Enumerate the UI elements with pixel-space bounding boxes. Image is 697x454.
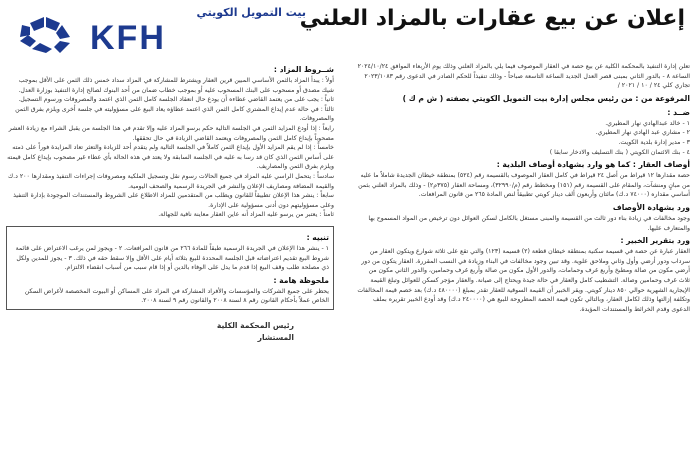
defendant-item: ٤ - بنك الائتمان الكويتي ( بنك التسليف والادخار سابقا ) xyxy=(549,148,690,156)
kfh-logo-icon xyxy=(10,15,80,55)
notice-text: ١ - ينشر هذا الإعلان في الجريدة الرسمية طبقاً للمادة ٢٦٦ من قانون المرافعات. ٢ - ويجوز لمن يرغب الاعتراض على قائمة شروط البيع تقديم اعتراضاته قبل الجلسة المحددة للبيع بثلاثة أيام على الأقل وإلا سقط حقه في ذلك. ٣ - يجوز للمدين ولكل ذي مصلحة طلب وقف البيع إذا قدم ما يدل على الوفاء بالدين أو إذا قام سبب من أسباب انقضاء الالتزام. xyxy=(15,244,329,272)
condition-item: ثامناً : يعتبر من يرسو عليه المزاد أنه عاين العقار معاينة نافية للجهالة. xyxy=(158,211,334,219)
condition-item: رابعاً : إذا أودع المزايد الثمن في الجلسة التالية حكم برسو المزاد عليه وإلا تقدم في هذا الجلسة من يقبل الشراء مع زيادة العشر مصحوباً بإيداع كامل الثمن والمصروفات ويعتمد القاضي الزيادة في حال تحققها. xyxy=(8,124,334,142)
signature-title: رئيس المحكمة الكلية xyxy=(216,320,294,330)
description-heading: أوصاف العقار : كما هو وارد بشهادة أوصاف البلدية : xyxy=(496,160,690,170)
condition-item: ثالثاً : في حالة عدم إيداع المشتري كامل الثمن الذي اعتمد عطاؤه يعاد البيع على مسؤوليته في جلسة أخرى ويلزم بفرق الثمن والمصروفات. xyxy=(15,105,334,123)
description-text: حصة مقدارها ١٢ قيراط من أصل ٢٤ قيراط في كامل العقار الموصوف بالقسيمة رقم (٥٢٤) بمنطقة خيطان الجديدة شاملاً ما عليه من مبانٍ ومنشآت، والمقام على القسيمة رقم (١٥١) ومخطط رقم (م/٣٢٩٩٠)، ومساحة العقار (٣٧٥م٢) - وذلك بالمزاد العلني بثمن أساسي مقداره (٧٤٠٠٠ د.ك) مائتان وأربعون ألف دينار كويتي تطبيقاً لنص المادة ٢٦٥ من قانون المرافعات. xyxy=(358,172,690,199)
notes-text: يحظر على جميع الشركات والمؤسسات والأفراد المشاركة في المزاد على المساكن أو البيوت المخصصة لأغراض السكن الخاص عملاً بأحكام القانون رقم ٨ لسنة ٢٠٠٨ والقانون رقم ٩ لسنة ٢٠٠٨. xyxy=(24,287,329,305)
survey-text: وجود مخالفات في زيادة بناء دور ثالث من القسيمة والمبنى مستغل بالكامل لسكن العوائل دون ترخيص من المواد المسموح بها والمتعارف عليها. xyxy=(368,214,690,232)
signature-block xyxy=(6,320,334,344)
condition-item: خامساً : إذا لم يقم المزايد الأول بإيداع الثمن كاملاً في الجلسة التالية ولم يتقدم أحد للزيادة والتعثر تعاد المزايدة فوراً على ذمته على أساس الثمن الذي كان قد رسا به عليه في الجلسة السابقة ولا يعتد في هذه الحالة بأي عطاء غير مصحوب بإيداع كامل قيمته ويلزم بفرق الثمن والمصاريف. xyxy=(7,144,334,171)
condition-item: أولاً : يبدأ المزاد بالثمن الأساسي المبين قرين العقار ويشترط للمشاركة في المزاد سداد خمس ذلك الثمن على الأقل بموجب شيك مصدق أو مسحوب على البنك المسحوب عليه أو بموجب خطاب ضمان من أحد البنوك لصالح إدارة التنفيذ بوزارة العدل. xyxy=(18,77,334,94)
signature-name: المستشار xyxy=(257,332,294,342)
logo-company-name: بيت التمويل الكويتي xyxy=(196,6,306,19)
plaintiff-heading: المرفوعة من : من رئيس مجلس إدارة بيت التمويل الكويتي بصفته ( ش م ك ) xyxy=(402,93,690,103)
notice-box xyxy=(6,226,334,310)
defendant-item: ٣ - مدير إدارة بلدية الكويت. xyxy=(618,138,690,146)
notes-heading: ملحوظة هامة : xyxy=(273,275,329,285)
conditions-heading: شــروط المزاد : xyxy=(273,65,334,74)
defendant-item: ٢ - مشاري عبد الهادي نهار المطيري. xyxy=(595,129,690,137)
condition-item: ثانياً : يجب على من يعتمد القاضي عطاءه أن يودع حال انعقاد الجلسة كامل الثمن الذي اعتمد والمصروفات ورسوم التسجيل. xyxy=(18,96,334,104)
survey-heading: ورد بشهادة الأوصاف xyxy=(612,202,690,212)
right-column xyxy=(356,62,690,450)
condition-item: سابعاً : ينشر هذا الإعلان تطبيقاً للقانون ويطلب من المتقدمين للمزاد الاطلاع على الشروط والمستندات الموجودة بإدارة التنفيذ وعلى مسؤوليتهم دون أدنى مسؤولية على الإدارة. xyxy=(13,192,334,209)
condition-item: سادساً : يتحمل الراسي عليه المزاد في جميع الحالات رسوم نقل وتسجيل الملكية ومصروفات إجراءات التنفيذ ومقدارها ٢٠٠ د.ك والقيمة المضافة ومصاريف الإعلان والنشر في الجريدة الرسمية والصحف اليومية. xyxy=(8,172,334,190)
expert-heading: ورد بتقرير الخبير : xyxy=(620,236,690,246)
expert-text: العقار عبارة عن حصة في قسيمة سكنية بمنطقة خيطان قطعة (٢) قسيمة (١٢٣) والتي تقع على ثلاثة شوارع ويتكون العقار من سرداب ودور أرضي وأول وثاني وملاحق علوية. وقد تبين وجود مخالفات في البناء وزيادة في النسب المقررة. العقار يتكون من دور أرضي مكون من صالة ومطبخ وأربع غرف وحمامات، والدور الأول مكون من صالة وأربع غرف وحمامين، والدور الثاني مكون من ثلاث غرف وحمامين وصالة. التشطيب كامل والعقار في حالة جيدة ويحتاج إلى صيانة. والعقار مؤجر كسكن للعوائل وتبلغ القيمة الإيجارية الشهرية حوالي ٨٥٠ دينار كويتي. ويقر الخبير أن القيمة السوقية للعقار تقدر بمبلغ (٤٨٠٠٠٠ د.ك) بعد خصم قيمة المخالفات وتكلفة إزالتها وذلك لكامل العقار، وبالتالي تكون قيمة الحصة المطروحة للبيع هي (٢٤٠٠٠٠ د.ك) وقد أودع الخبير تقريره بملف الدعوى وقدم الخرائط والمستندات المؤيدة. xyxy=(357,248,690,313)
notice-heading: تنبيه : xyxy=(306,232,329,242)
kfh-logo xyxy=(8,5,306,57)
defendant-item: ١ - خالد عبدالهادي نهار المطيري. xyxy=(605,119,690,127)
intro-text: تعلن إدارة التنفيذ بالمحكمة الكلية عن بيع حصة في العقار الموصوف فيما يلي بالمزاد العلني وذلك يوم الأربعاء الموافق ٢٠٢٤/١٠/٢٤ الساعة ٨ - بالدور الثاني بمبنى قصر العدل الجديد الساعة التاسعة صباحاً - وذلك تنفيذاً للحكم الصادر في الدعوى رقم ٢٠٢٣/١٠٨٣ تجاري كلي ٢٤ / ١٠ / ٢٠٢١ / xyxy=(357,63,690,90)
defendants-heading: ضــد : xyxy=(667,107,690,117)
left-column xyxy=(6,62,334,450)
page-title: إعلان عن بيع عقارات بالمزاد العلني xyxy=(299,6,685,31)
logo-letters: KFH xyxy=(90,19,166,57)
